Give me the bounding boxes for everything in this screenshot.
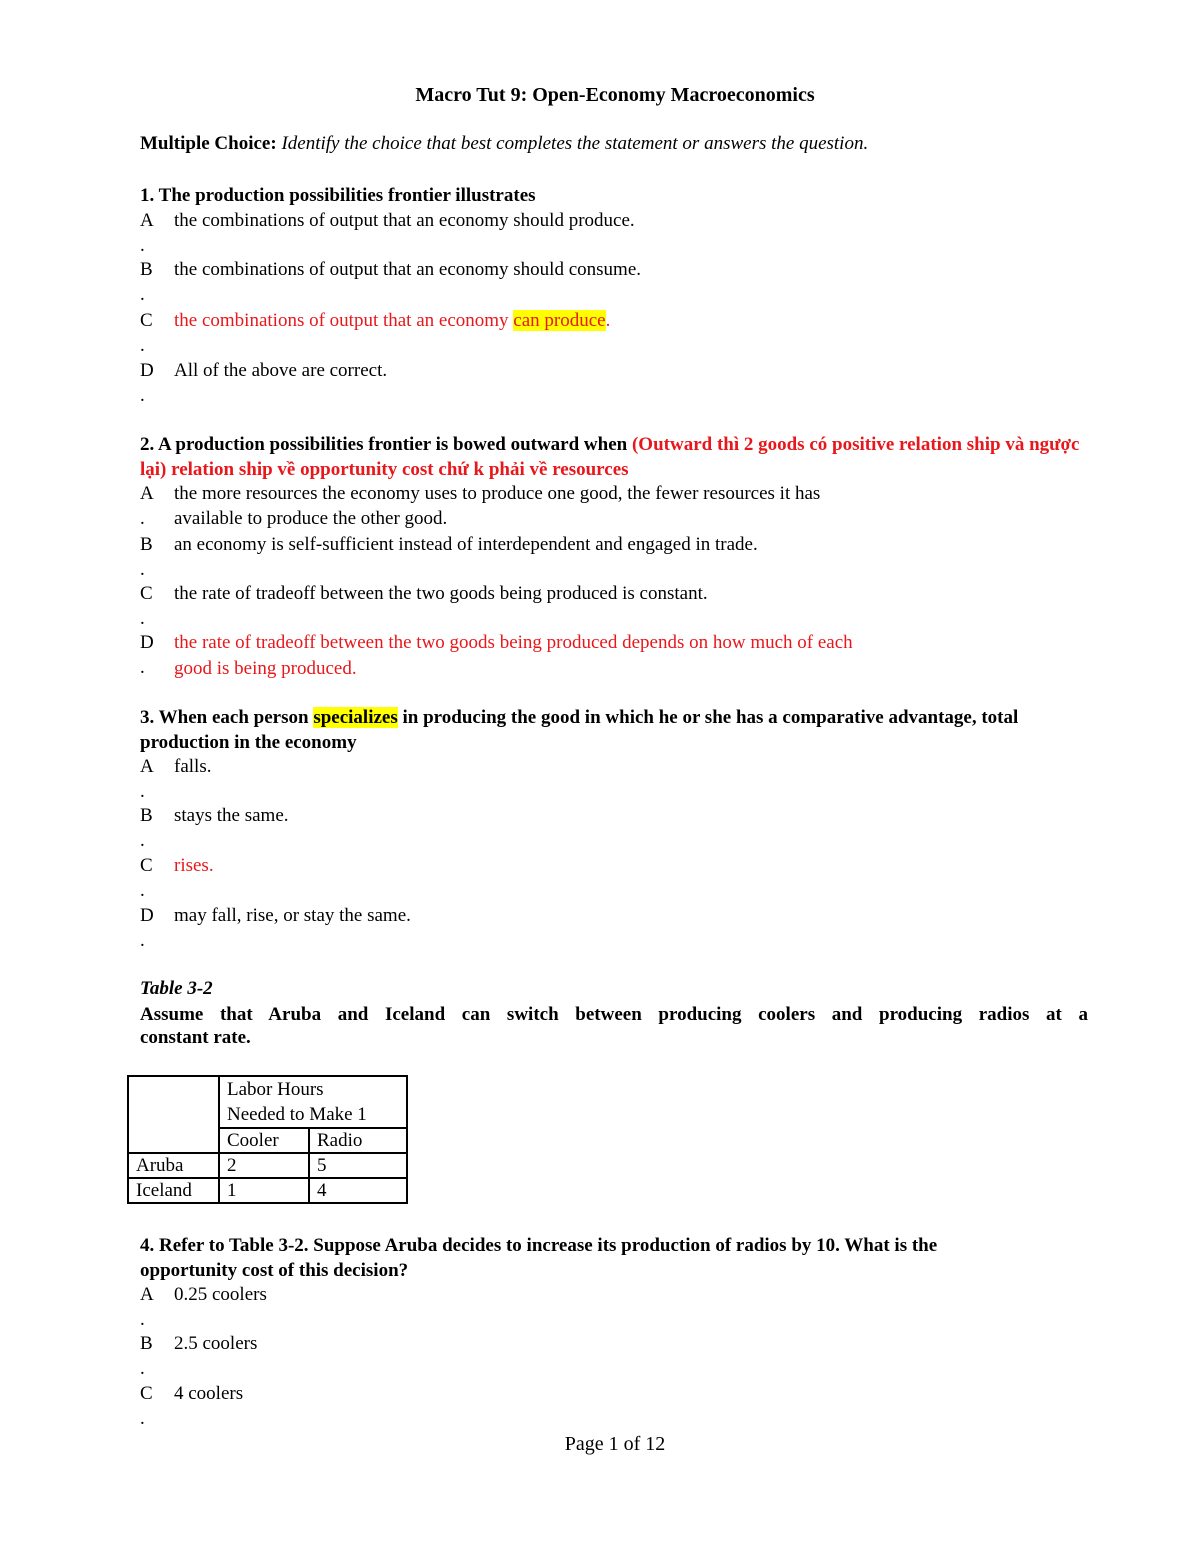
row-label: Aruba	[128, 1153, 219, 1178]
option-dot: .	[140, 1408, 145, 1429]
option-text: All of the above are correct.	[174, 360, 388, 381]
option-dot: .	[140, 385, 145, 406]
option-letter: D	[140, 905, 154, 926]
option-letter: B	[140, 534, 153, 555]
header-line-2: Needed to Make 1	[227, 1104, 367, 1125]
question-1-stem: 1. The production possibilities frontier illustrates	[140, 185, 536, 206]
q2-option-a	[140, 481, 820, 506]
table-cell: 4	[309, 1178, 407, 1203]
page-title: Macro Tut 9: Open-Economy Macroeconomics	[415, 84, 815, 106]
option-text-line2: available to produce the other good.	[174, 508, 448, 529]
option-letter: B	[140, 1333, 153, 1354]
highlighted-text: can produce	[513, 310, 606, 331]
labor-hours-table	[127, 1075, 408, 1204]
option-letter: B	[140, 259, 153, 280]
option-letter: C	[140, 1383, 153, 1404]
table-header-row	[128, 1076, 407, 1128]
table-cell: 1	[219, 1178, 309, 1203]
option-dot: .	[140, 657, 145, 678]
instructions-text: Identify the choice that best completes the statement or answers the question.	[281, 133, 869, 154]
question-2-note: (Outward thì 2 goods có positive relation ship và ngược lại) relation ship về opportunity cost chứ k phải về resources	[140, 434, 1080, 480]
highlighted-text: specializes	[313, 707, 398, 728]
q4-option-b	[140, 1331, 257, 1356]
q2-option-d-correct	[140, 630, 853, 655]
option-dot: .	[140, 830, 145, 851]
question-4-stem-line2: opportunity cost of this decision?	[140, 1260, 409, 1281]
table-cell: 5	[309, 1153, 407, 1178]
option-text: the rate of tradeoff between the two goods being produced depends on how much of each	[174, 632, 853, 653]
row-label: Iceland	[128, 1178, 219, 1203]
question-4-stem: 4. Refer to Table 3-2. Suppose Aruba decides to increase its production of radios by 10. What is the	[140, 1235, 938, 1256]
option-letter: C	[140, 855, 153, 876]
option-letter: C	[140, 583, 153, 604]
q1-option-a	[140, 208, 635, 233]
q4-option-a	[140, 1282, 267, 1307]
q1-option-c-correct	[140, 308, 610, 333]
option-dot: .	[140, 1358, 145, 1379]
option-letter: B	[140, 805, 153, 826]
option-text: the rate of tradeoff between the two goods being produced is constant.	[174, 583, 708, 604]
question-3-stem	[140, 705, 1100, 755]
option-text: falls.	[174, 756, 212, 777]
option-letter: D	[140, 632, 154, 653]
option-text: may fall, rise, or stay the same.	[174, 905, 411, 926]
column-header-cooler: Cooler	[219, 1128, 309, 1153]
option-dot: .	[140, 335, 145, 356]
question-3-text-end: in producing the good in which he or she has a comparative advantage, total production in the economy	[140, 707, 1019, 753]
question-3-text: 3. When each person	[140, 707, 314, 728]
option-letter: A	[140, 210, 154, 231]
q3-option-b	[140, 803, 289, 828]
q3-option-a	[140, 754, 211, 779]
option-text: 4 coolers	[174, 1383, 244, 1404]
option-text: the more resources the economy uses to produce one good, the fewer resources it has	[174, 483, 821, 504]
option-dot: .	[140, 284, 145, 305]
option-letter: A	[140, 483, 154, 504]
option-dot: .	[140, 508, 145, 529]
page-footer: Page 1 of 12	[564, 1433, 666, 1455]
q2-option-b	[140, 532, 758, 557]
q2-option-c	[140, 581, 708, 606]
option-dot: .	[140, 235, 145, 256]
option-text: the combinations of output that an economy	[174, 310, 514, 331]
table-header-cell	[219, 1076, 407, 1128]
option-text-line2: good is being produced.	[174, 658, 357, 679]
option-text: an economy is self-sufficient instead of interdependent and engaged in trade.	[174, 534, 758, 555]
table-title: Table 3-2	[140, 978, 213, 999]
instructions	[140, 133, 868, 155]
q3-option-d	[140, 903, 411, 928]
option-letter: A	[140, 1284, 154, 1305]
option-text: 0.25 coolers	[174, 1284, 267, 1305]
table-description: Assume that Aruba and Iceland can switch between producing coolers and producing radios at a	[140, 1004, 1088, 1025]
table-corner-cell	[128, 1076, 219, 1153]
option-text-end: .	[605, 310, 611, 331]
table-description-line2: constant rate.	[140, 1027, 251, 1048]
option-text: the combinations of output that an economy should produce.	[174, 210, 635, 231]
table-cell: 2	[219, 1153, 309, 1178]
option-letter: D	[140, 360, 154, 381]
q4-option-c	[140, 1381, 243, 1406]
table-row	[128, 1153, 407, 1178]
option-text: the combinations of output that an economy should consume.	[174, 259, 642, 280]
question-2-text: 2. A production possibilities frontier is bowed outward when	[140, 434, 632, 455]
q1-option-b	[140, 257, 641, 282]
option-dot: .	[140, 559, 145, 580]
option-text: rises.	[174, 855, 214, 876]
option-dot: .	[140, 781, 145, 802]
instructions-label: Multiple Choice:	[140, 133, 277, 154]
option-dot: .	[140, 880, 145, 901]
option-letter: A	[140, 756, 154, 777]
header-line-1: Labor Hours	[227, 1079, 324, 1100]
table-row	[128, 1178, 407, 1203]
option-dot: .	[140, 608, 145, 629]
q1-option-d	[140, 358, 387, 383]
option-text: 2.5 coolers	[174, 1333, 258, 1354]
option-dot: .	[140, 1309, 145, 1330]
option-letter: C	[140, 310, 153, 331]
option-text: stays the same.	[174, 805, 289, 826]
option-dot: .	[140, 930, 145, 951]
q3-option-c-correct	[140, 853, 214, 878]
question-2-stem	[140, 432, 1100, 482]
column-header-radio: Radio	[309, 1128, 407, 1153]
